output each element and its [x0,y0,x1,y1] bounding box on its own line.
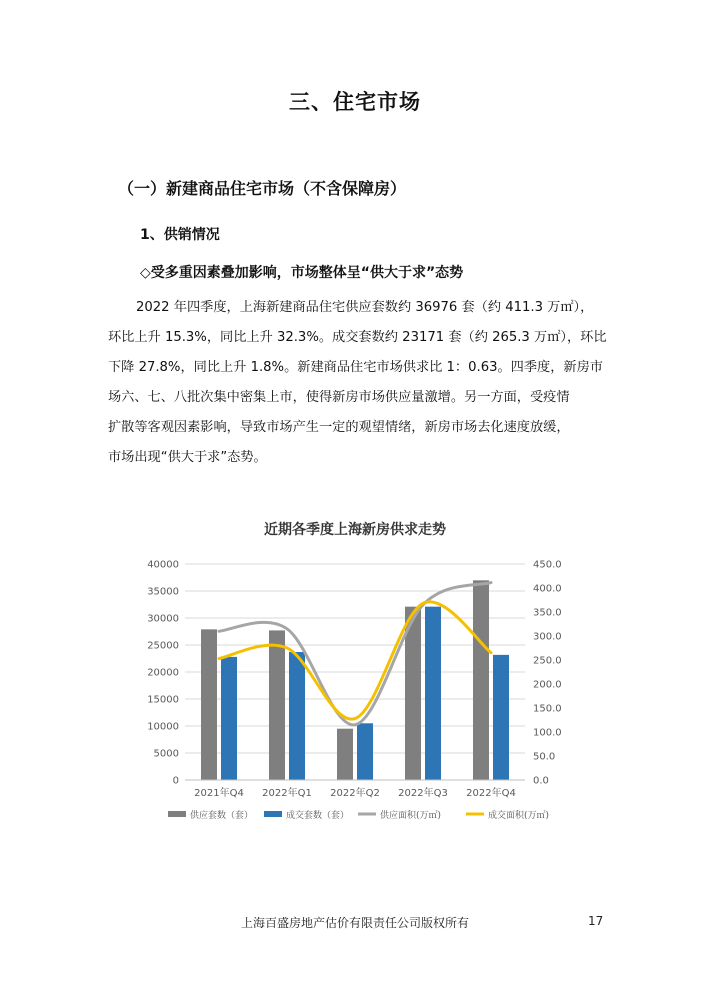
y-left-tick-label: 10000 [147,721,179,733]
chart-title: 近期各季度上海新房供求走势 [264,522,446,538]
y-left-tick-label: 35000 [147,586,179,598]
x-tick-label: 2022年Q2 [330,788,380,799]
paragraph-line: 扩散等客观因素影响，导致市场产生一定的观望情绪，新房市场去化速度放缓， [108,420,570,435]
x-tick-label: 2022年Q4 [466,788,516,799]
bar-sales-units [425,607,441,780]
bar-supply-units [337,729,353,780]
y-right-tick-label: 0.0 [533,775,549,787]
section-title: （一）新建商品住宅市场（不含保障房） [118,179,407,198]
y-right-tick-label: 50.0 [533,751,556,763]
chapter-title: 三、住宅市场 [289,90,421,114]
paragraph-line: 2022 年四季度，上海新建商品住宅供应套数约 36976 套（约 411.3 万㎡）， [136,300,594,315]
paragraph-line: 场六、七、八批次集中密集上市，使得新房市场供应量激增。另一方面，受疫情 [108,390,570,405]
legend-label: 成交面积(万㎡) [488,811,550,821]
y-left-tick-label: 20000 [147,667,179,679]
y-right-tick-label: 250.0 [533,655,562,667]
y-right-tick-label: 350.0 [533,607,562,619]
bar-supply-units [473,580,489,780]
y-right-tick-label: 300.0 [533,631,562,643]
supply-demand-chart [140,548,580,838]
highlight-heading: ◇受多重因素叠加影响，市场整体呈“供大于求”态势 [140,265,464,281]
body-paragraph [108,293,608,473]
y-left-tick-label: 5000 [153,748,179,760]
x-tick-label: 2022年Q3 [398,788,448,799]
paragraph-line: 环比上升 15.3%，同比上升 32.3%。成交套数约 23171 套（约 265.3 万㎡），环比 [108,330,607,345]
bar-sales-units [221,657,237,780]
sub-title: 1、供销情况 [140,227,220,243]
y-left-tick-label: 40000 [147,559,179,571]
bar-supply-units [269,630,285,780]
y-right-tick-label: 100.0 [533,727,562,739]
y-left-tick-label: 25000 [147,640,179,652]
legend-swatch [264,811,282,817]
y-left-tick-label: 15000 [147,694,179,706]
line-supply-area [219,583,491,725]
legend-label: 成交套数（套） [286,811,350,821]
y-right-tick-label: 400.0 [533,583,562,595]
legend-swatch [168,811,186,817]
bar-supply-units [201,629,217,780]
y-left-tick-label: 30000 [147,613,179,625]
bar-sales-units [289,652,305,780]
x-tick-label: 2021年Q4 [194,788,244,799]
legend-label: 供应套数（套） [190,811,254,821]
page-number: 17 [588,914,604,928]
bar-sales-units [357,723,373,780]
legend-label: 供应面积(万㎡) [380,811,442,821]
y-right-tick-label: 150.0 [533,703,562,715]
y-left-tick-label: 0 [172,775,179,787]
line-sales-area [219,602,491,719]
footer-copyright: 上海百盛房地产估价有限责任公司版权所有 [240,916,469,930]
bar-sales-units [493,655,509,780]
x-tick-label: 2022年Q1 [262,788,312,799]
paragraph-line: 下降 27.8%，同比上升 1.8%。新建商品住宅市场供求比 1：0.63。四季度，新房市 [108,360,603,375]
y-right-tick-label: 450.0 [533,559,562,571]
y-right-tick-label: 200.0 [533,679,562,691]
paragraph-line: 市场出现“供大于求”态势。 [108,450,267,465]
